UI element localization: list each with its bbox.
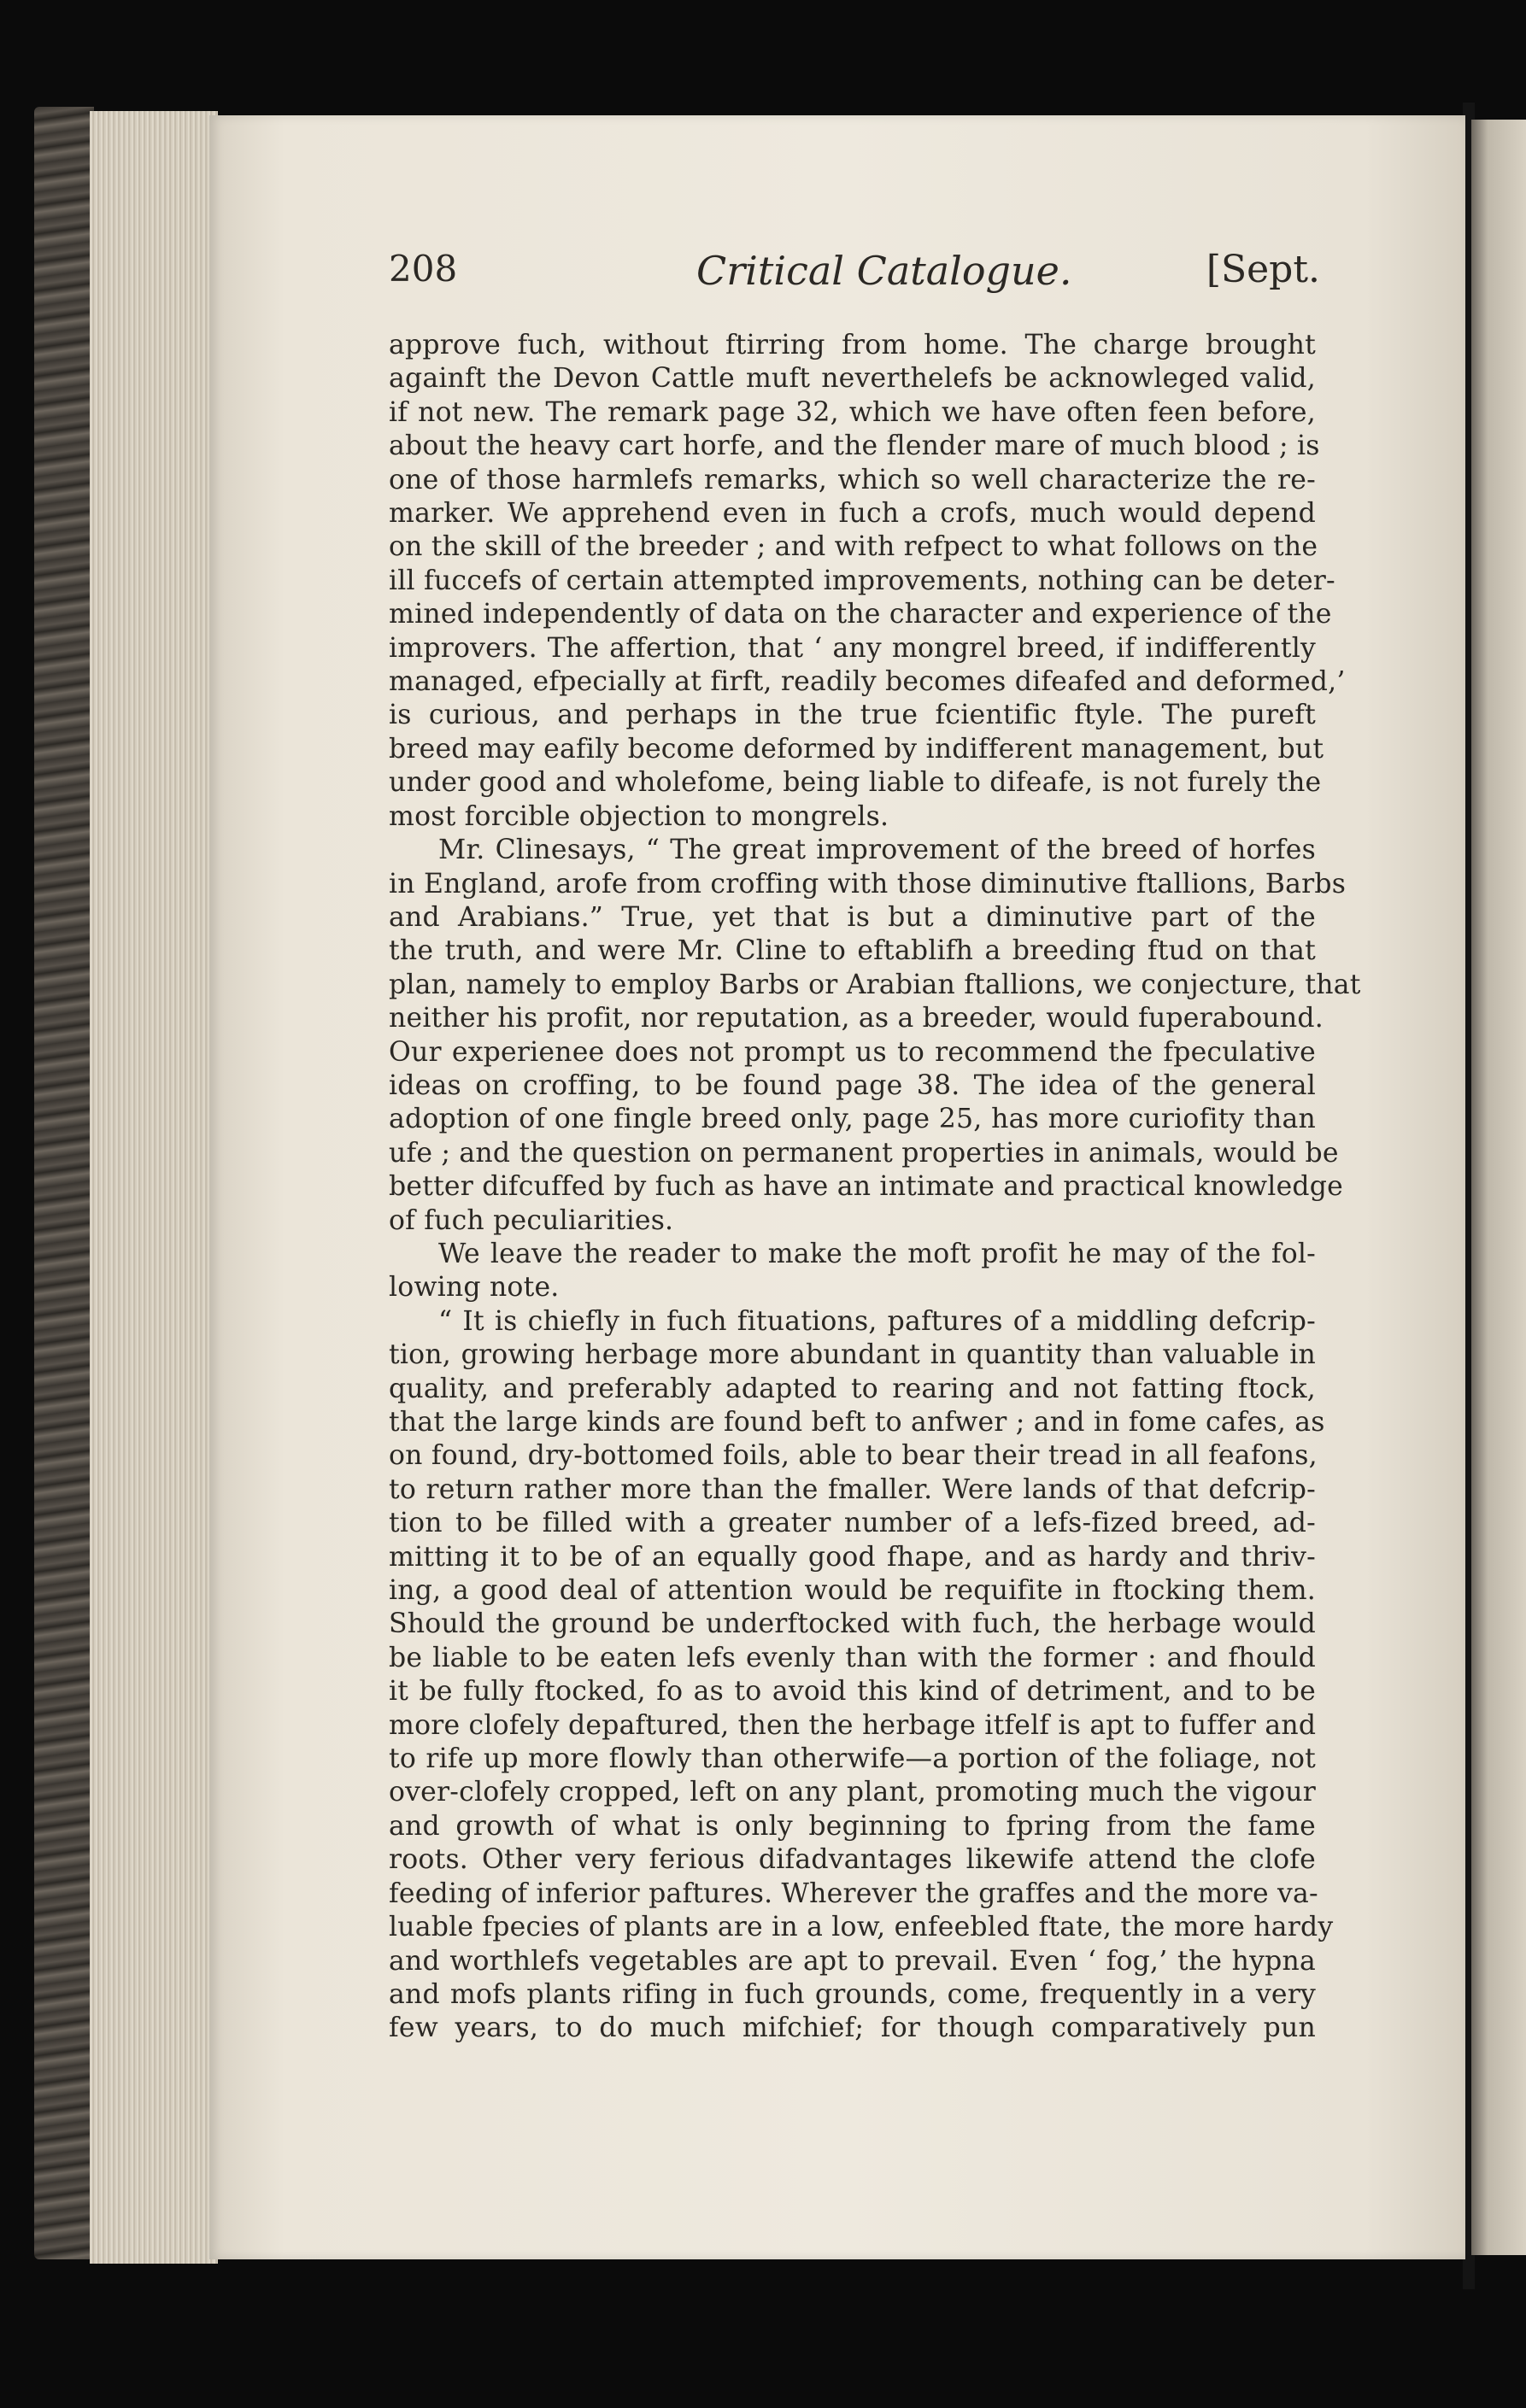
page-edges [90, 111, 218, 2264]
text-line: managed, efpecially at firft, readily becomes difeafed and deformed,’ [389, 666, 1346, 698]
text-line: adoption of one fingle breed only, page 25, has more curiofity than [389, 1104, 1316, 1135]
text-line: better difcuffed by fuch as have an intimate and practical knowledge [389, 1171, 1343, 1203]
text-line: Mr. Clinesays, “ The great improvement of the breed of horfes [438, 835, 1316, 866]
text-line: and growth of what is only beginning to fpring from the fame [389, 1810, 1316, 1842]
text-line: ing, a good deal of attention would be requifite in ftocking them. [389, 1575, 1316, 1607]
text-line: ideas on croffing, to be found page 38. The idea of the general [389, 1069, 1316, 1101]
facing-page-edge [1471, 120, 1526, 2255]
page-header [389, 248, 1320, 299]
text-line: that the large kinds are found beft to anfwer ; and in fome cafes, as [389, 1407, 1325, 1438]
text-line: be liable to be eaten lefs evenly than with the former : and fhould [389, 1642, 1316, 1673]
text-line: about the heavy cart horfe, and the flender mare of much blood ; is [389, 431, 1320, 462]
text-line: againft the Devon Cattle muft neverthelefs be acknowleged valid, [389, 363, 1316, 395]
text-line: one of those harmlefs remarks, which so well characterize the re- [389, 464, 1316, 495]
text-line: the truth, and were Mr. Cline to eftablifh a breeding ftud on that [389, 935, 1316, 967]
text-line: and Arabians.” True, yet that is but a diminutive part of the [389, 901, 1316, 933]
text-line: of fuch peculiarities. [389, 1204, 674, 1236]
text-line: Our experienee does not prompt us to recommend the fpeculative [389, 1036, 1316, 1068]
text-line: on found, dry-bottomed foils, able to bear their tread in all feafons, [389, 1440, 1318, 1472]
text-line: ill fuccefs of certain attempted improvements, nothing can be deter- [389, 565, 1335, 596]
text-line: marker. We apprehend even in fuch a crofs, much would depend [389, 498, 1316, 530]
text-line: approve fuch, without ftirring from home. The charge brought [389, 330, 1316, 360]
text-line: lowing note. [389, 1272, 560, 1304]
text-line: under good and wholefome, being liable to difeafe, is not furely the [389, 767, 1322, 799]
text-line: mined independently of data on the character and experience of the [389, 599, 1332, 630]
text-line: and mofs plants rifing in fuch grounds, come, frequently in a very [389, 1978, 1316, 2010]
section-mark: [Sept. [1206, 248, 1320, 291]
text-line: few years, to do much mifchief; for though comparatively pun [389, 2013, 1316, 2044]
text-line: to return rather more than the fmaller. Were lands of that defcrip- [389, 1474, 1316, 1505]
text-line: We leave the reader to make the moft profit he may of the fol- [438, 1238, 1316, 1269]
text-line: if not new. The remark page 32, which we have often feen before, [389, 396, 1316, 428]
page-number: 208 [389, 248, 458, 290]
text-line: tion to be filled with a greater number of a lefs-fized breed, ad- [389, 1508, 1316, 1539]
text-line: to rife up more flowly than otherwife—a portion of the foliage, not [389, 1743, 1316, 1775]
text-line: on the skill of the breeder ; and with refpect to what follows on the [389, 531, 1318, 563]
marbled-cover-edge [34, 107, 94, 2259]
text-line: quality, and preferably adapted to rearing and not fatting ftock, [389, 1373, 1316, 1404]
text-line: over-clofely cropped, left on any plant, promoting much the vigour [389, 1777, 1316, 1808]
text-line: mitting it to be of an equally good fhape, and as hardy and thriv- [389, 1541, 1316, 1573]
text-line: roots. Other very ferious difadvantages likewife attend the clofe [389, 1844, 1316, 1876]
running-title: Critical Catalogue. [696, 248, 1072, 294]
text-line: luable fpecies of plants are in a low, enfeebled ftate, the more hardy [389, 1912, 1334, 1943]
text-line: most forcible objection to mongrels. [389, 800, 889, 832]
text-line: “ It is chiefly in fuch fituations, paftures of a middling defcrip- [438, 1305, 1316, 1337]
text-line: more clofely depaftured, then the herbage itfelf is apt to fuffer and [389, 1709, 1317, 1741]
text-line: Should the ground be underftocked with fuch, the herbage would [389, 1608, 1316, 1640]
text-line: feeding of inferior paftures. Wherever the graffes and the more va- [389, 1878, 1318, 1909]
text-line: ufe ; and the question on permanent properties in animals, would be [389, 1137, 1339, 1169]
text-line: plan, namely to employ Barbs or Arabian ftallions, we conjecture, that [389, 969, 1361, 1000]
text-line: is curious, and perhaps in the true fcientific ftyle. The pureft [389, 700, 1316, 731]
text-line: tion, growing herbage more abundant in quantity than valuable in [389, 1339, 1316, 1371]
text-line: breed may eafily become deformed by indifferent management, but [389, 733, 1324, 765]
body-text [389, 329, 1361, 2046]
text-line: improvers. The affertion, that ‘ any mongrel breed, if indifferently [389, 632, 1316, 664]
text-line: neither his profit, nor reputation, as a breeder, would fuperabound. [389, 1003, 1324, 1034]
text-line: in England, arofe from croffing with those diminutive ftallions, Barbs [389, 868, 1347, 899]
text-line: it be fully ftocked, fo as to avoid this kind of detriment, and to be [389, 1676, 1316, 1708]
text-line: and worthlefs vegetables are apt to prevail. Even ‘ fog,’ the hypna [389, 1945, 1316, 1977]
